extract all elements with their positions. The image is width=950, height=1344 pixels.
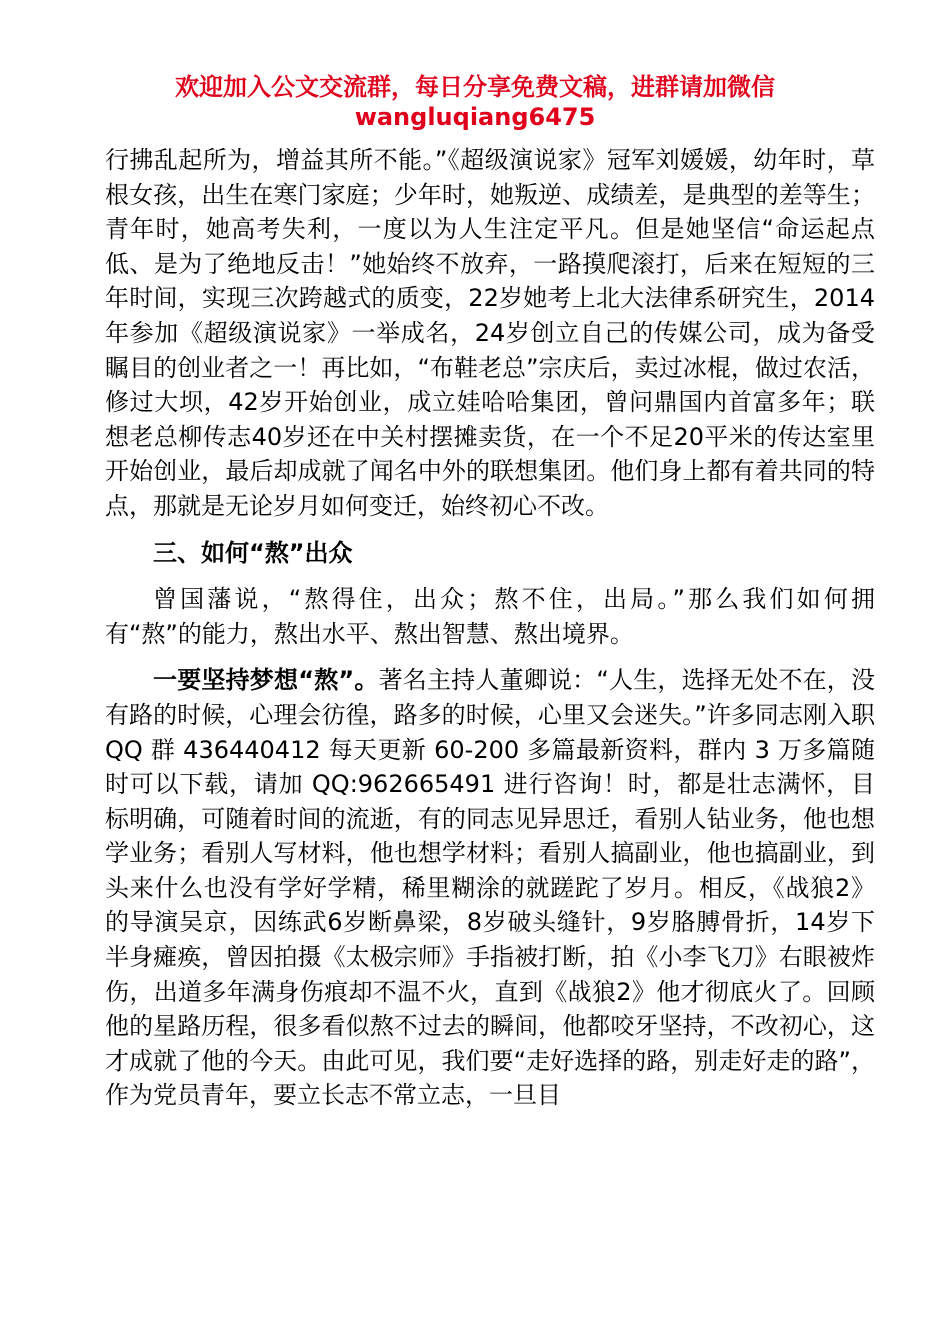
point-one-text: 著名主持人董卿说：“人生，选择无处不在，没有路的时候，心理会彷徨，路多的时候，心里又会迷失。”许多同志刚入职 QQ 群 436440412 每天更新 60-200 多篇最新资料，群内 3 万多篇随时可以下载，请加 QQ:962665491 进行咨询！时，都是壮志满怀，目标明确，可随着时间的流逝，有的同志见异思迁，看别人钻业务，他也想学业务；看别人写材料，他也想学材料；看别人搞副业，他也搞副业，到头来什么也没有学好学精，稀里糊涂的就蹉跎了岁月。相反，《战狼2》的导演吴京，因练武6岁断鼻梁，8岁破头缝针，9岁胳膊骨折，14岁下半身瘫痪，曾因拍摄《太极宗师》手指被打断，拍《小李飞刀》右眼被炸伤，出道多年满身伤痕却不温不火，直到《战狼2》他才彻底火了。回顾他的星路历程，很多看似熬不过去的瞬间，他都咬牙坚持，不改初心，这才成就了他的今天。由此可见，我们要“走好选择的路，别走好走的路”，作为党员青年，要立长志不常立志，一旦目 <box>105 666 876 1110</box>
banner-line-1: 欢迎加入公文交流群，每日分享免费文稿，进群请加微信 <box>175 73 775 101</box>
paragraph-continuation: 行拂乱起所为，增益其所不能。”《超级演说家》冠军刘媛媛，幼年时，草根女孩，出生在寒门家庭；少年时，她叛逆、成绩差，是典型的差等生；青年时，她高考失利，一度以为人生注定平凡。但是她坚信“命运起点低、是为了绝地反击！”她始终不放弃，一路摸爬滚打，后来在短短的三年时间，实现三次跨越式的质变，22岁她考上北大法律系研究生，2014年参加《超级演说家》一举成名，24岁创立自己的传媒公司，成为备受瞩目的创业者之一！再比如，“布鞋老总”宗庆后，卖过冰棍，做过农活，修过大坝，42岁开始创业，成立娃哈哈集团，曾问鼎国内首富多年；联想老总柳传志40岁还在中关村摆摊卖货，在一个不足20平米的传达室里开始创业，最后却成就了闻名中外的联想集团。他们身上都有着共同的特点，那就是无论岁月如何变迁，始终初心不改。 <box>105 146 875 520</box>
paragraph-quote: 曾国藩说，“熬得住，出众；熬不住，出局。”那么我们如何拥有“熬”的能力，熬出水平、熬出智慧、熬出境界。 <box>105 585 875 648</box>
section-heading: 三、如何“熬”出众 <box>153 538 353 567</box>
banner-line-2: wangluqiang6475 <box>354 103 596 131</box>
paragraph-point-one <box>105 663 875 1113</box>
document-body <box>105 143 875 1113</box>
point-one-lead: 一要坚持梦想“熬”。 <box>153 666 379 695</box>
promo-banner <box>60 72 890 132</box>
